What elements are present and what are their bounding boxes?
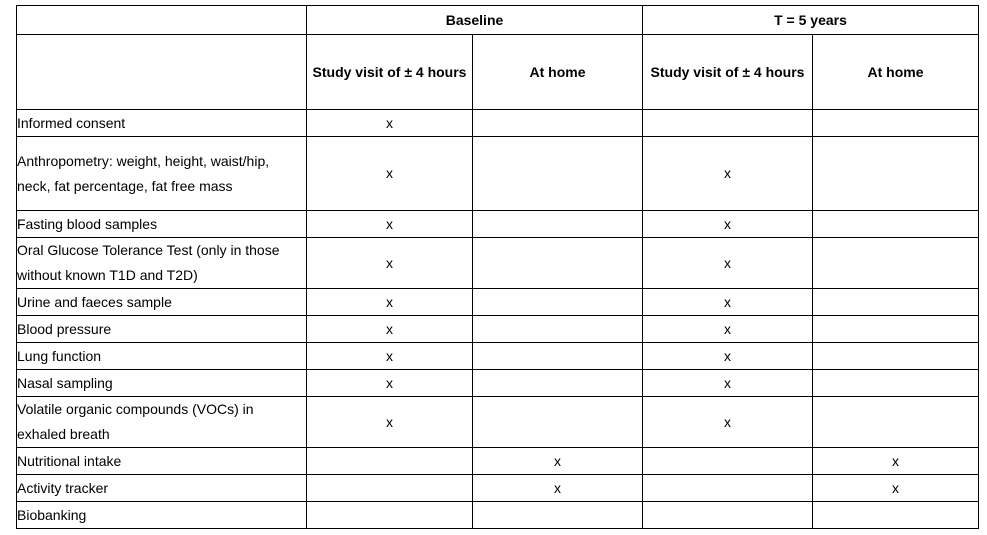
cell-baseline-home: [473, 110, 643, 137]
table-row: [17, 475, 979, 502]
row-label: Oral Glucose Tolerance Test (only in those without known T1D and T2D): [17, 238, 307, 289]
row-label: Nutritional intake: [17, 448, 307, 475]
cell-t5-visit: x: [643, 238, 813, 289]
table-row: [17, 370, 979, 397]
table-row: [17, 448, 979, 475]
row-label: Lung function: [17, 343, 307, 370]
cell-t5-home: [813, 397, 979, 448]
cell-t5-home: [813, 343, 979, 370]
cell-baseline-home: [473, 397, 643, 448]
cell-t5-visit: x: [643, 137, 813, 211]
table-row: [17, 316, 979, 343]
corner-cell-2: [17, 35, 307, 110]
cell-t5-home: [813, 289, 979, 316]
cell-baseline-visit: x: [307, 110, 473, 137]
cell-baseline-home: [473, 211, 643, 238]
row-label: Urine and faeces sample: [17, 289, 307, 316]
cell-t5-visit: x: [643, 289, 813, 316]
study-schedule-table: [16, 5, 979, 529]
row-label: Informed consent: [17, 110, 307, 137]
table-row: [17, 289, 979, 316]
cell-baseline-visit: [307, 448, 473, 475]
header-group-t5: T = 5 years: [643, 6, 979, 35]
table-row: [17, 238, 979, 289]
cell-t5-home: [813, 211, 979, 238]
cell-t5-visit: [643, 110, 813, 137]
table-row: [17, 397, 979, 448]
cell-t5-visit: x: [643, 316, 813, 343]
cell-t5-home: [813, 238, 979, 289]
cell-t5-home: [813, 316, 979, 343]
row-label: Blood pressure: [17, 316, 307, 343]
row-label: Anthropometry: weight, height, waist/hip, neck, fat percentage, fat free mass: [17, 137, 307, 211]
cell-baseline-home: [473, 343, 643, 370]
cell-baseline-visit: x: [307, 211, 473, 238]
cell-t5-home: [813, 502, 979, 529]
row-label: Activity tracker: [17, 475, 307, 502]
cell-baseline-home: [473, 238, 643, 289]
row-label: Nasal sampling: [17, 370, 307, 397]
table-row: [17, 343, 979, 370]
cell-t5-home: x: [813, 448, 979, 475]
subheader-t5-at-home: At home: [813, 35, 979, 110]
cell-baseline-visit: [307, 502, 473, 529]
row-label: Fasting blood samples: [17, 211, 307, 238]
table-row: [17, 110, 979, 137]
cell-baseline-visit: [307, 475, 473, 502]
cell-t5-home: [813, 137, 979, 211]
subheader-baseline-study-visit: Study visit of ± 4 hours: [307, 35, 473, 110]
cell-baseline-visit: x: [307, 238, 473, 289]
cell-baseline-home: [473, 502, 643, 529]
table-row: [17, 137, 979, 211]
cell-baseline-home: [473, 137, 643, 211]
cell-baseline-home: x: [473, 475, 643, 502]
cell-t5-visit: x: [643, 397, 813, 448]
cell-t5-visit: [643, 448, 813, 475]
table-row: [17, 502, 979, 529]
corner-cell: [17, 6, 307, 35]
cell-t5-home: x: [813, 475, 979, 502]
cell-baseline-visit: x: [307, 137, 473, 211]
cell-t5-home: [813, 370, 979, 397]
cell-baseline-home: x: [473, 448, 643, 475]
table-row: [17, 211, 979, 238]
cell-t5-visit: [643, 475, 813, 502]
cell-t5-home: [813, 110, 979, 137]
cell-baseline-home: [473, 289, 643, 316]
cell-baseline-home: [473, 316, 643, 343]
cell-baseline-visit: x: [307, 397, 473, 448]
row-label: Volatile organic compounds (VOCs) in exhaled breath: [17, 397, 307, 448]
cell-baseline-visit: x: [307, 289, 473, 316]
cell-baseline-visit: x: [307, 370, 473, 397]
cell-baseline-visit: x: [307, 343, 473, 370]
cell-t5-visit: x: [643, 370, 813, 397]
cell-t5-visit: x: [643, 343, 813, 370]
row-label: Biobanking: [17, 502, 307, 529]
cell-baseline-visit: x: [307, 316, 473, 343]
cell-t5-visit: [643, 502, 813, 529]
cell-t5-visit: x: [643, 211, 813, 238]
subheader-t5-study-visit: Study visit of ± 4 hours: [643, 35, 813, 110]
header-group-baseline: Baseline: [307, 6, 643, 35]
subheader-baseline-at-home: At home: [473, 35, 643, 110]
subheader-row: [17, 35, 979, 110]
cell-baseline-home: [473, 370, 643, 397]
header-group-row: [17, 6, 979, 35]
